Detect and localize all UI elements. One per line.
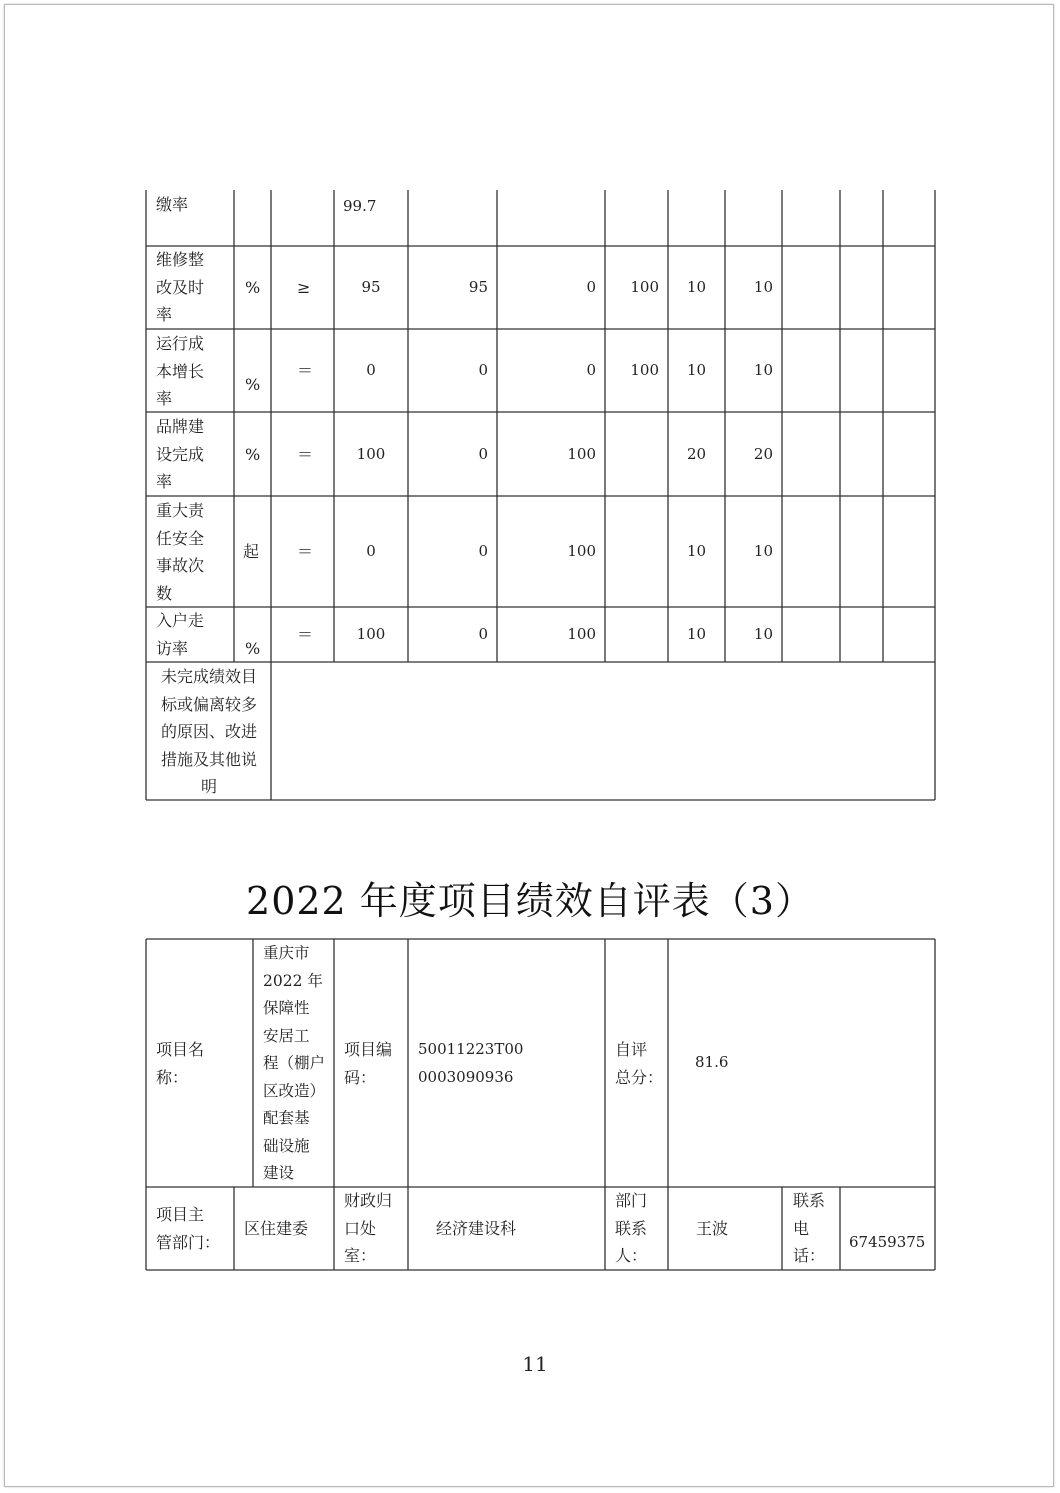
weight-value: 10 [686,278,707,296]
operator: ＝ [297,542,314,561]
remarks-label: 未完成绩效目 标或偏离较多 的原因、改进 措施及其他说 明 [160,667,257,796]
unit: 起 [243,542,260,561]
target-value: 100 [356,445,386,463]
dept-value: 区住建委 [244,1219,309,1238]
weight-value: 20 [686,445,707,463]
unit: % [245,375,261,394]
page-number: 11 [522,1352,548,1376]
phone-value: 67459375 [849,1233,926,1251]
finance-value: 经济建设科 [436,1219,517,1238]
project-code-label: 项目编 码： [344,1040,393,1087]
target-value: 100 [356,625,386,643]
project-name-value: 重庆市 2022 年 保障性 安居工 程（棚户 区改造） 配套基 础设施 建设 [263,944,326,1182]
operator: ＝ [297,361,314,380]
indicator-name: 入户走 访率 [156,611,205,658]
actual-value: 95 [468,278,488,296]
indicator-name: 重大责 任安全 事故次 数 [156,501,205,603]
deviation-value: 100 [567,625,596,643]
indicator-name: 缴率 [156,195,189,214]
phone-label: 联系 电 话： [793,1191,826,1265]
page-title: 2022 年度项目绩效自评表（3） [246,879,814,923]
weight-value: 10 [686,542,707,560]
weight-value: 10 [686,361,707,379]
operator: ＝ [297,625,314,644]
project-code-value: 50011223T00 0003090936 [418,1040,524,1086]
dept-label: 项目主 管部门： [156,1205,221,1252]
target-value: 0 [366,542,376,560]
target-value: 95 [361,278,381,296]
actual-value: 0 [478,542,488,560]
operator: ≥ [297,278,311,297]
deviation-value: 100 [567,445,596,463]
score-value: 20 [753,445,773,463]
target-value: 0 [366,361,376,379]
operator: ＝ [297,445,314,464]
indicator-name: 品牌建 设完成 率 [156,417,205,491]
actual-value: 0 [478,445,488,463]
finance-label: 财政归 口处 室： [344,1191,393,1265]
contact-value: 王波 [696,1219,729,1238]
actual-value: 0 [478,361,488,379]
weight-value: 10 [686,625,707,643]
contact-label: 部门 联系 人： [615,1191,648,1265]
score-value: 10 [753,361,773,379]
self-score-value: 81.6 [695,1053,729,1071]
self-score-label: 自评 总分： [615,1040,664,1087]
rate-value: 100 [630,361,659,379]
deviation-value: 0 [586,278,596,296]
score-value: 10 [753,278,773,296]
rate-value: 100 [630,278,659,296]
deviation-value: 0 [586,361,596,379]
unit: % [245,445,261,464]
project-name-label: 项目名 称： [156,1040,205,1087]
unit: % [245,278,261,297]
unit: % [245,639,261,658]
score-value: 10 [753,625,773,643]
indicator-name: 维修整 改及时 率 [156,250,205,324]
deviation-value: 100 [567,542,596,560]
target-value: 99.7 [343,197,377,215]
score-value: 10 [753,542,773,560]
indicator-name: 运行成 本增长 率 [156,334,205,408]
actual-value: 0 [478,625,488,643]
